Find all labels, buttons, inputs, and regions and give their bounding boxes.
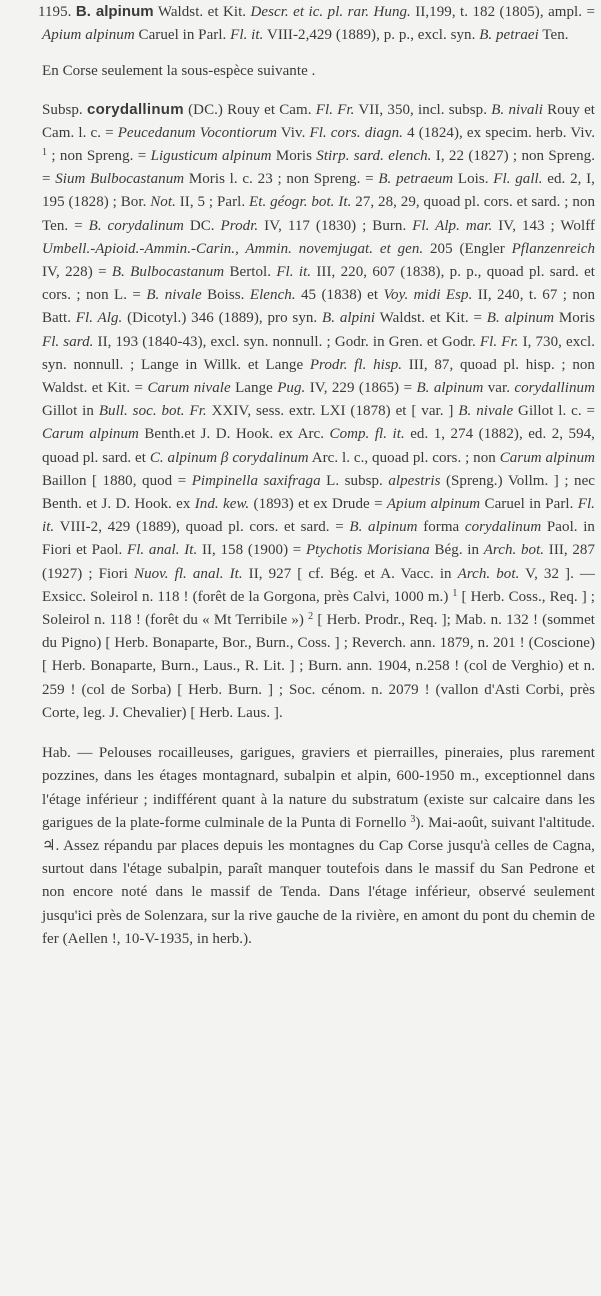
text-run: Gillot l. c. = xyxy=(513,403,595,420)
italic-text: B. petraeum xyxy=(378,171,454,188)
italic-text: Sium Bulbocastanum xyxy=(55,171,185,188)
text-run: VII, 350, incl. subsp. xyxy=(354,101,492,118)
italic-text: Pimpinella saxifraga xyxy=(191,472,321,489)
text-run: L. subsp. xyxy=(320,472,389,489)
habitat-paragraph xyxy=(42,742,595,951)
italic-text: Fl. cors. diagn. xyxy=(309,124,403,141)
text-run: 4 (1824), ex specim. herb. Viv. xyxy=(402,124,595,141)
entry-number: 1195. xyxy=(38,4,72,20)
text-run: 27, 28, 29, quoad pl. cors. et sard. ; non Ten. = xyxy=(42,194,595,234)
bold-text: corydallinum xyxy=(86,100,184,118)
text-run: III, 220, 607 (1838), p. p., quoad pl. sard. et cors. ; non L. = xyxy=(42,264,595,304)
text-run: Waldst. et Kit. xyxy=(153,4,251,20)
italic-text: Fl. gall. xyxy=(493,171,543,188)
italic-text: Ind. kew. xyxy=(194,496,250,513)
text-run: DC. xyxy=(183,217,221,234)
text-run: Arc. l. c., quoad pl. cors. ; non xyxy=(308,449,500,466)
italic-text: corydalinum xyxy=(464,519,542,536)
text-run: II, 193 (1840-43), excl. syn. nonnull. ; Godr. in Gren. et Godr. xyxy=(93,333,480,350)
text-run: Caruel in Parl. xyxy=(480,496,578,513)
italic-text: Peucedanum Vocontiorum xyxy=(117,124,277,141)
italic-text: Apium alpinum xyxy=(42,27,135,44)
italic-text: Prodr. xyxy=(220,217,259,234)
text-run: Viv. xyxy=(276,124,310,141)
text-run: IV, 117 (1830) ; Burn. xyxy=(258,217,413,234)
italic-text: B. alpinum xyxy=(349,519,418,536)
italic-text: B. nivale xyxy=(146,287,202,304)
italic-text: Carum alpinum xyxy=(499,449,596,466)
italic-text: Fl. it. xyxy=(276,264,312,281)
italic-text: Fl. sard. xyxy=(42,333,94,350)
italic-text: Arch. bot. xyxy=(457,565,520,582)
text-run: var. xyxy=(483,380,515,397)
italic-text: Voy. midi Esp. xyxy=(383,287,473,304)
italic-text: Fl. Fr. xyxy=(315,101,355,118)
text-run: IV, 228) = xyxy=(42,264,112,281)
text-run: Subsp. xyxy=(42,101,87,118)
text-run: Bég. in xyxy=(429,542,484,559)
italic-text: Et. géogr. bot. It. xyxy=(249,194,352,211)
italic-text: Nuov. fl. anal. It. xyxy=(134,565,243,582)
footnote-ref: 1 xyxy=(452,587,458,599)
footnote-ref: 2 xyxy=(308,611,314,623)
text-run: Paol. in Fiori et Paol. xyxy=(42,519,595,559)
italic-text: Elench. xyxy=(249,287,296,304)
text-run: II, 5 ; Parl. xyxy=(175,194,250,211)
italic-text: Fl. Alg. xyxy=(75,310,123,327)
text-run: Moris xyxy=(271,148,317,165)
text-run: VIII-2, 429 (1889), quoad pl. cors. et sard. = xyxy=(54,519,350,536)
italic-text: Fl. Fr. xyxy=(479,333,519,350)
text-run: [ Herb. Prodr., Req. ]; Mab. n. 132 ! (sommet du Pigno) [ Herb. Bonaparte, Bor., Burn., Coss. ] ; Reverch. ann. 1879, n. 201 ! (Coscione) [ Herb. Bonaparte, Burn., Laus., R. Lit. ] ; Burn. ann. 1904, n.258 ! (col de Verghio) et n. 259 ! (col de Sorba) [ Herb. Burn. ] ; Soc. cénom. n. 2079 ! (vallon d'Asti Corbi, près Corte, leg. J. Chevalier) [ Herb. Laus. ]. xyxy=(42,612,596,721)
text-run: Lois. xyxy=(453,171,494,188)
text-run: [ Herb. Coss., Req. ] ; Soleirol n. 118 ! (forêt du « Mt Terribile ») xyxy=(42,588,596,629)
italic-text: Ligusticum alpinum xyxy=(150,148,272,165)
text-run: Benth.et J. D. Hook. ex Arc. xyxy=(138,426,330,443)
text-run: Ten. xyxy=(538,27,569,44)
text-run: IV, 229 (1865) = xyxy=(305,380,417,397)
italic-text: Prodr. fl. hisp. xyxy=(309,356,403,373)
text-run: VIII-2,429 (1889), p. p., excl. syn. xyxy=(263,27,480,44)
italic-text: B. alpinum xyxy=(416,380,484,397)
text-run: I, 22 (1827) ; non Spreng. = xyxy=(42,148,595,188)
italic-text: B. nivali xyxy=(491,101,543,118)
text-run: II,199, t. 182 (1805), ampl. = xyxy=(410,4,595,20)
text-run: XXIV, sess. extr. LXI (1878) et [ var. ] xyxy=(206,403,459,420)
italic-text: Pflanzenreich xyxy=(511,240,595,257)
italic-text: Fl. anal. It. xyxy=(127,542,198,559)
text-run: (DC.) Rouy et Cam. xyxy=(183,101,316,118)
footnote-ref: 3 xyxy=(410,813,416,825)
text-run: ). Mai-août, suivant l'altitude. ♃. Assez répandu par places depuis les montagnes du Cap Corse jusqu'à celles de Cagna, surtout dans l'étage subalpin, paraît manquer toutefois dans le massif du San Pedrone et non encore noté dans le massif de Tenda. Dans l'étage inférieur, observé seulement jusqu'ici près de Solenzara, sur la rive gauche de la rivière, en amont du pont du chemin de fer (Aellen !, 10-V-1935, in herb.). xyxy=(42,814,595,947)
entry-paragraph xyxy=(38,0,595,47)
italic-text: Apium alpinum xyxy=(386,496,481,513)
entry-name: B. alpinum xyxy=(75,3,154,20)
text-run: I, 730, excl. syn. nonnull. ; Lange in Willk. et Lange xyxy=(42,333,596,373)
text-run: IV, 143 ; Wolff xyxy=(492,217,596,234)
text-run: ed. 1, 274 (1882), ed. 2, 594, quoad pl. sard. et xyxy=(42,426,595,466)
italic-text: Fl. it. xyxy=(230,27,264,44)
text-run: Rouy et Cam. l. c. = xyxy=(42,101,595,141)
italic-text: Carum alpinum xyxy=(42,426,139,443)
text-run: 45 (1838) et xyxy=(295,287,384,304)
text-run: forma xyxy=(417,519,465,536)
italic-text: Stirp. sard. elench. xyxy=(316,148,432,165)
italic-text: B. petraei xyxy=(479,27,539,44)
text-run: V, 32 ]. — Exsicc. Soleirol n. 118 ! (forêt de la Gorgona, près Calvi, 1000 m.) xyxy=(42,565,595,605)
italic-text: Pug. xyxy=(277,380,306,397)
text-run: II, 240, t. 67 ; non Batt. xyxy=(42,287,596,327)
italic-text: Umbell.-Apioid.-Ammin.-Carin., Ammin. novemjugat. et gen. xyxy=(42,240,424,257)
subspecies-paragraph xyxy=(42,98,595,725)
italic-text: Arch. bot. xyxy=(483,542,545,559)
text-run: III, 87, quoad pl. hisp. ; non Waldst. et Kit. = xyxy=(42,356,595,397)
text-run: Baillon [ 1880, quod = xyxy=(42,472,192,489)
italic-text: B. nivale xyxy=(458,403,514,420)
italic-text: Bull. soc. bot. Fr. xyxy=(98,403,207,420)
text-run: Boiss. xyxy=(201,287,250,304)
text-run: II, 927 [ cf. Bég. et A. Vacc. in xyxy=(242,565,458,582)
text-run: II, 158 (1900) = xyxy=(197,542,306,559)
text-run: (Dicotyl.) 346 (1889), pro syn. xyxy=(122,310,323,327)
italic-text: C. alpinum β corydalinum xyxy=(149,449,309,466)
text-run: Moris xyxy=(554,310,595,327)
text-run: ; non Spreng. = xyxy=(47,148,151,165)
text-run: Moris l. c. 23 ; non Spreng. = xyxy=(184,171,379,188)
italic-text: Fl. it. xyxy=(42,496,595,536)
italic-text: B. alpini xyxy=(322,310,376,327)
italic-text: B. alpinum xyxy=(486,310,555,327)
italic-text: B. corydalinum xyxy=(88,217,184,234)
text-run: (Spreng.) Vollm. ] ; nec Benth. et J. D. Hook. ex xyxy=(42,472,595,513)
italic-text: Descr. et ic. pl. rar. Hung. xyxy=(250,4,411,20)
text-run: ed. 2, I, 195 (1828) ; Bor. xyxy=(42,171,595,211)
italic-text: Fl. Alp. mar. xyxy=(412,217,493,234)
text-run: Lange xyxy=(230,380,278,397)
footnote-ref: 1 xyxy=(42,147,48,159)
italic-text: Carum nivale xyxy=(147,380,231,397)
text-run: Waldst. et Kit. = xyxy=(375,310,487,327)
text-run: Bertol. xyxy=(224,264,277,281)
italic-text: Comp. fl. it. xyxy=(329,426,405,443)
text-run: Caruel in Parl. xyxy=(134,27,231,44)
text-run: (1893) et ex Drude = xyxy=(249,496,387,513)
text-run: 205 (Engler xyxy=(423,240,512,257)
italic-text: corydallinum xyxy=(514,380,595,397)
italic-text: Not. xyxy=(150,194,176,211)
italic-text: B. Bulbocastanum xyxy=(111,264,225,281)
text-run: Gillot in xyxy=(42,403,99,420)
text-run: Hab. — Pelouses rocailleuses, garigues, graviers et pierrailles, pineraies, plus rarement pozzines, dans les étages montagnard, subalpin et alpin, 600-1950 m., exceptionnel dans l'étage inférieur ; indifférent quant à la nature du substratum (existe sur calcaire dans les garigues de la plate-forme culminale de la Punta di Fornello xyxy=(42,745,595,831)
italic-text: alpestris xyxy=(388,472,441,489)
italic-text: Ptychotis Morisiana xyxy=(305,542,430,559)
corsica-note: En Corse seulement la sous-espèce suivante . xyxy=(42,63,316,80)
text-run: III, 287 (1927) ; Fiori xyxy=(42,542,596,582)
